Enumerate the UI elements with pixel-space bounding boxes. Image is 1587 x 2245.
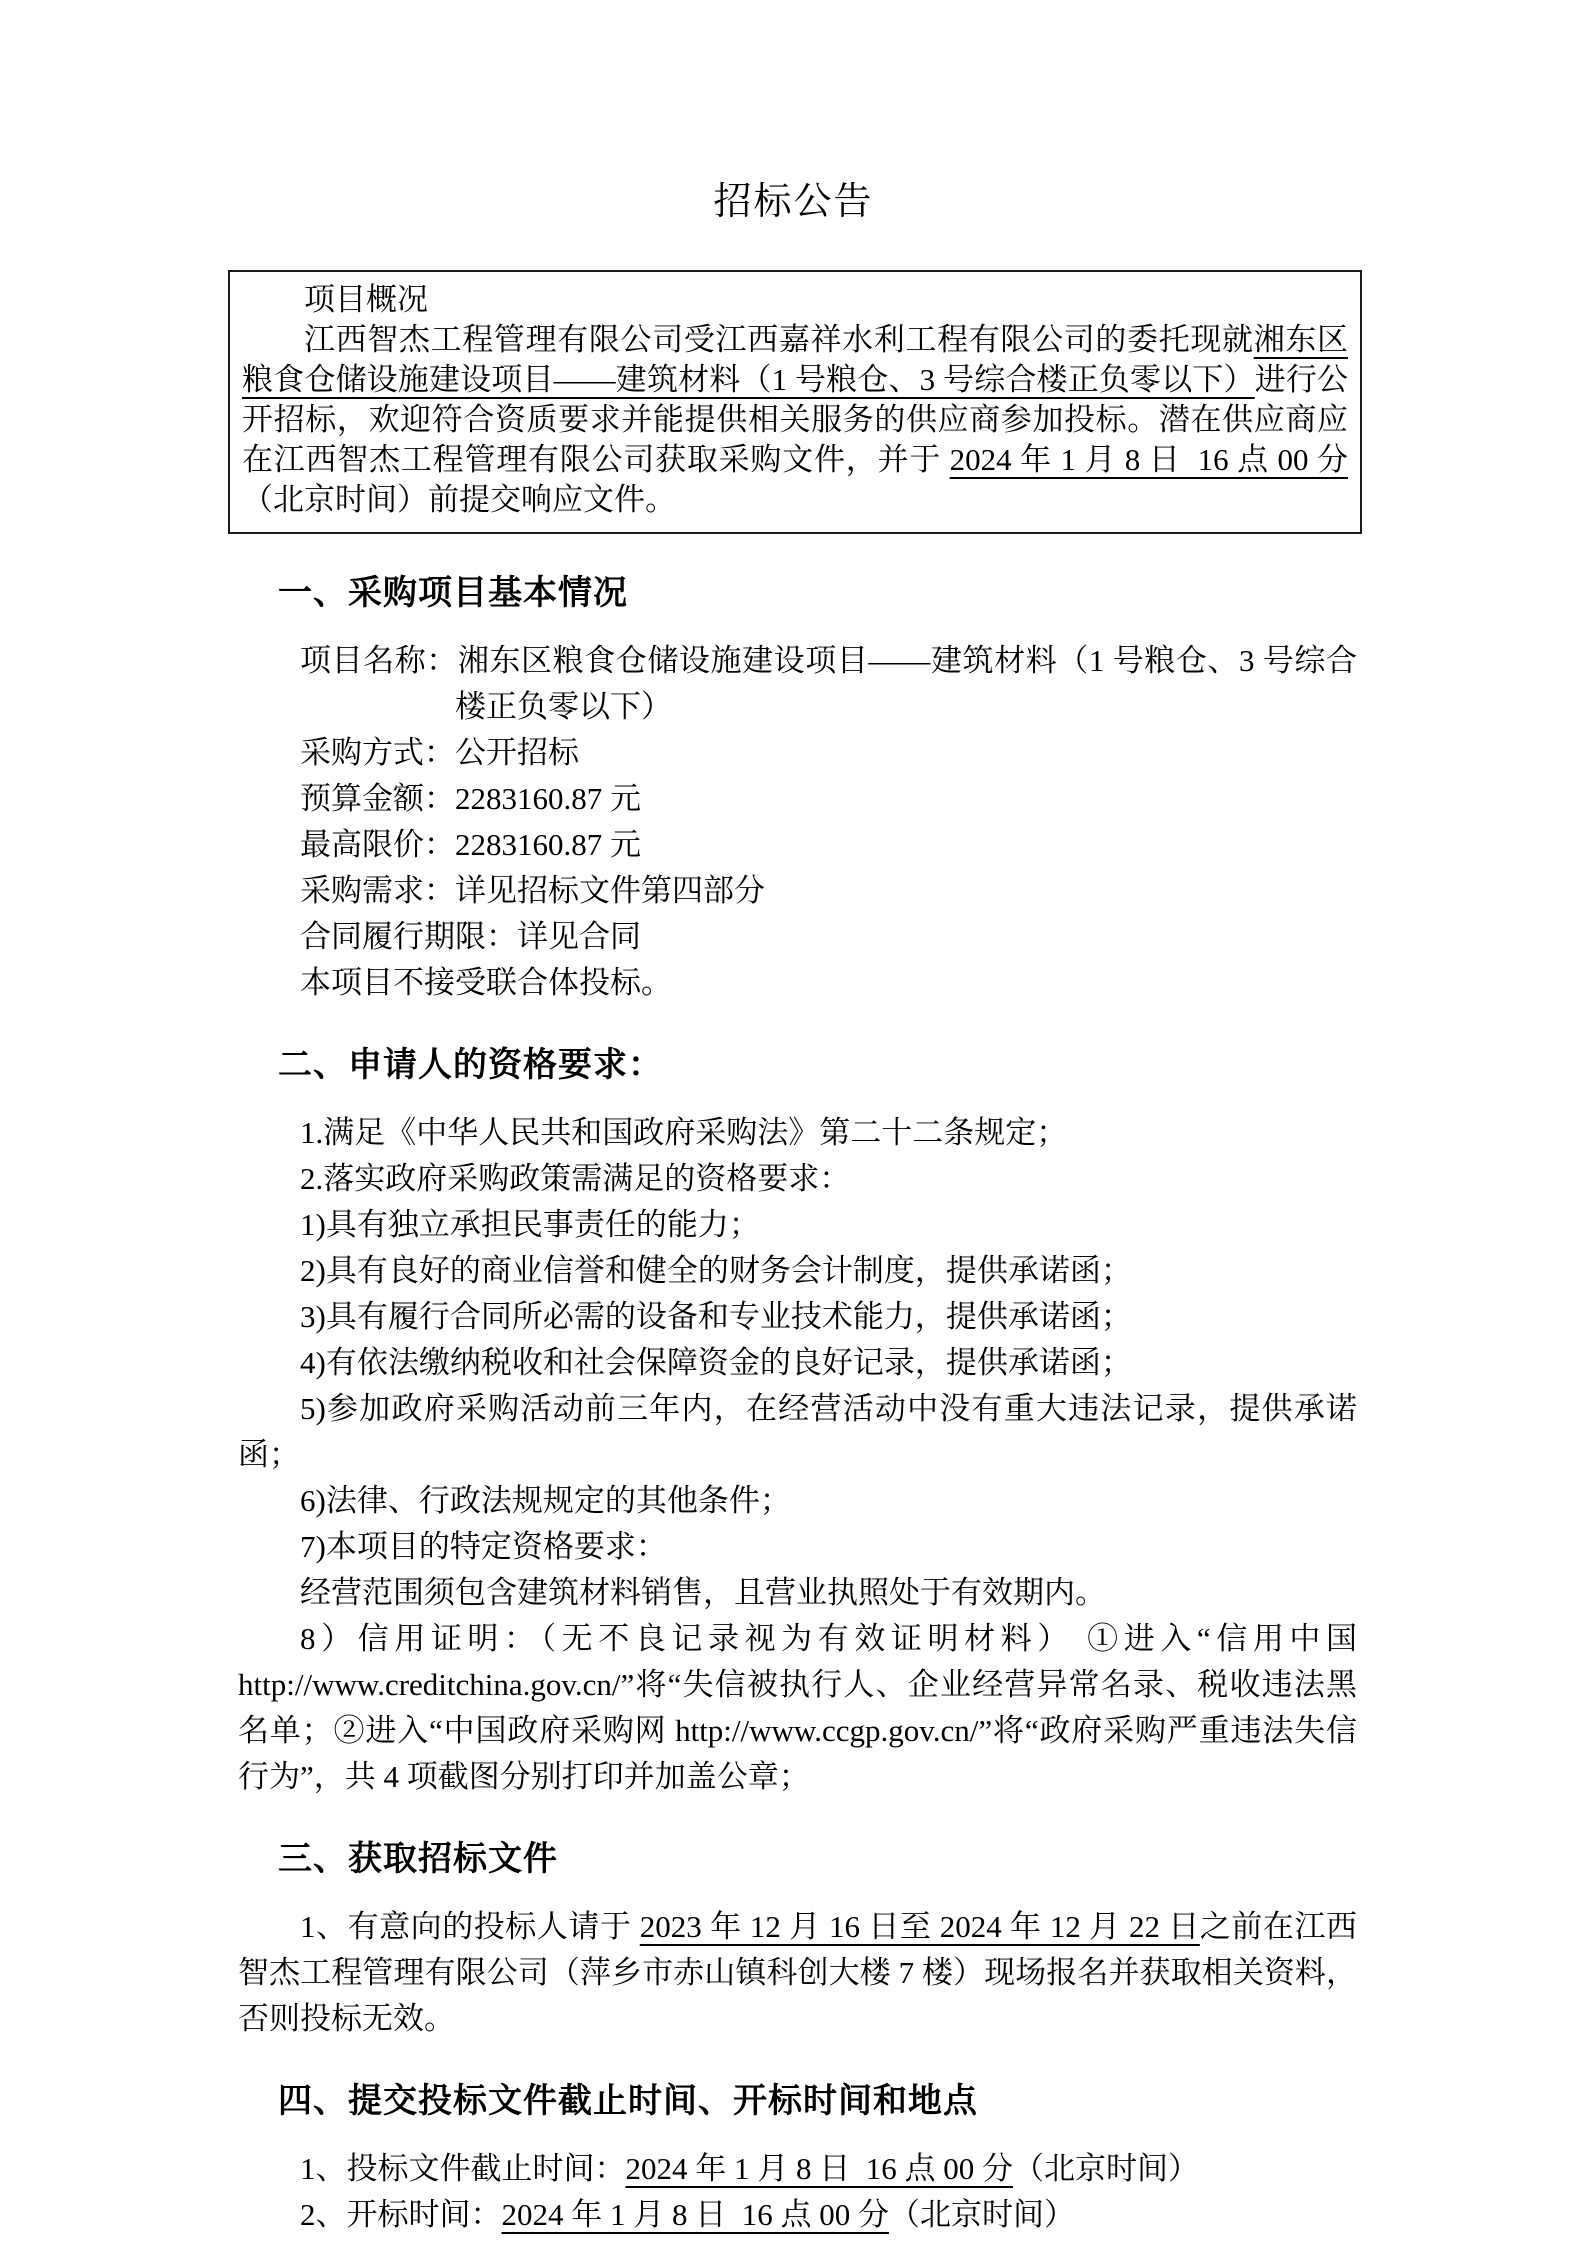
paragraph (238, 2192, 1357, 2238)
text-run: 3)具有履行合同所必需的设备和专业技术能力，提供承诺函； (300, 1299, 1132, 1334)
paragraph (238, 1570, 1357, 1616)
paragraph (238, 2146, 1357, 2192)
section-2 (238, 1044, 1357, 1800)
text-run: 经营范围须包含建筑材料销售，且营业执照处于有效期内。 (300, 1575, 1106, 1610)
paragraph (238, 730, 1357, 776)
text-run: （北京时间）前提交响应文件。 (242, 482, 676, 517)
sections (238, 572, 1357, 2238)
paragraph (238, 1524, 1357, 1570)
section-1-heading: 一、采购项目基本情况 (278, 575, 628, 612)
paragraph (238, 1248, 1357, 1294)
paragraph (238, 1294, 1357, 1340)
text-run: 8）信用证明：（无不良记录视为有效证明材料） ①进入“信用中国 http://www.creditchina.gov.cn/”将“失信被执行人、企业经营异常名录、税收违法黑名单；②进入“中国政府采购网 http://www.ccgp.gov.cn/”将“政府采购严重违法失信行为”，共 4 项截图分别打印并加盖公章； (238, 1621, 1357, 1794)
paragraph (238, 1904, 1357, 2042)
text-run: 2、开标时间： (300, 2197, 502, 2232)
underlined-text: 2024 年 1 月 8 日 16 点 00 分 (501, 2197, 889, 2232)
text-run: 1)具有独立承担民事责任的能力； (300, 1207, 760, 1242)
text-run: 1、有意向的投标人请于 (300, 1909, 640, 1944)
project-overview-box (228, 270, 1362, 534)
text-run: 采购需求：详见招标文件第四部分 (300, 873, 765, 908)
underlined-text: 湘东区粮食仓储设施建设项目——建筑材料（1 号粮仓、3 号综合楼正负零以下） (242, 322, 1348, 397)
text-run: 采购方式：公开招标 (300, 735, 579, 770)
paragraph (238, 1156, 1357, 1202)
section-3-heading: 三、获取招标文件 (278, 1841, 558, 1878)
text-run: 江西智杰工程管理有限公司受江西嘉祥水利工程有限公司的委托现就 (304, 322, 1254, 357)
text-run: 进行公开招标，欢迎符合资质要求并能提供相关服务的供应商参加投标。潜在供应商应在江西智杰工程管理有限公司获取采购文件，并于 (242, 362, 1349, 477)
paragraph (238, 1110, 1357, 1156)
section-4-heading: 四、提交投标文件截止时间、开标时间和地点 (278, 2083, 978, 2120)
text-run: 最高限价：2283160.87 元 (300, 827, 641, 862)
paragraph (238, 638, 1357, 730)
paragraph (238, 1616, 1357, 1800)
text-run: 1.满足《中华人民共和国政府采购法》第二十二条规定； (300, 1115, 1068, 1150)
section-2-heading: 二、申请人的资格要求： (278, 1047, 663, 1084)
underlined-text: 2023 年 12 月 16 日至 2024 年 12 月 22 日 (639, 1909, 1200, 1944)
text-run: 4)有依法缴纳税收和社会保障资金的良好记录，提供承诺函； (300, 1345, 1132, 1380)
paragraph (238, 822, 1357, 868)
paragraph (238, 1386, 1357, 1478)
section-4 (238, 2080, 1357, 2238)
paragraph (238, 914, 1357, 960)
text-run: 之前在江西智杰工程管理有限公司（萍乡市赤山镇科创大楼 7 楼）现场报名并获取相关资料，否则投标无效。 (238, 1909, 1358, 2036)
text-run: 本项目不接受联合体投标。 (300, 965, 672, 1000)
paragraph (238, 776, 1357, 822)
text-run: （北京时间） (1013, 2151, 1199, 2186)
text-run: 预算金额：2283160.87 元 (300, 781, 641, 816)
text-run: 项目名称：湘东区粮食仓储设施建设项目——建筑材料（1 号粮仓、3 号综合楼正负零以下） (300, 643, 1357, 724)
text-run: 1、投标文件截止时间： (300, 2151, 626, 2186)
text-run: 6)法律、行政法规规定的其他条件； (300, 1483, 791, 1518)
paragraph (238, 1340, 1357, 1386)
paragraph (238, 960, 1357, 1006)
paragraph (238, 868, 1357, 914)
section-1 (238, 572, 1357, 1006)
text-run: 合同履行期限：详见合同 (300, 919, 641, 954)
overview-paragraph (242, 320, 1348, 520)
text-run: 2)具有良好的商业信誉和健全的财务会计制度，提供承诺函； (300, 1253, 1132, 1288)
text-run: （北京时间） (889, 2197, 1075, 2232)
paragraph (238, 1202, 1357, 1248)
paragraph (238, 1478, 1357, 1524)
text-run: 7)本项目的特定资格要求： (300, 1529, 667, 1564)
underlined-text: 2024 年 1 月 8 日 16 点 00 分 (625, 2151, 1013, 2186)
overview-label: 项目概况 (304, 282, 428, 317)
page-title: 招标公告 (713, 181, 874, 223)
section-3 (238, 1838, 1357, 2042)
text-run: 2.落实政府采购政策需满足的资格要求： (300, 1161, 851, 1196)
underlined-text: 2024 年 1 月 8 日 16 点 00 分 (949, 442, 1349, 477)
text-run: 5)参加政府采购活动前三年内，在经营活动中没有重大违法记录，提供承诺函； (238, 1391, 1357, 1472)
